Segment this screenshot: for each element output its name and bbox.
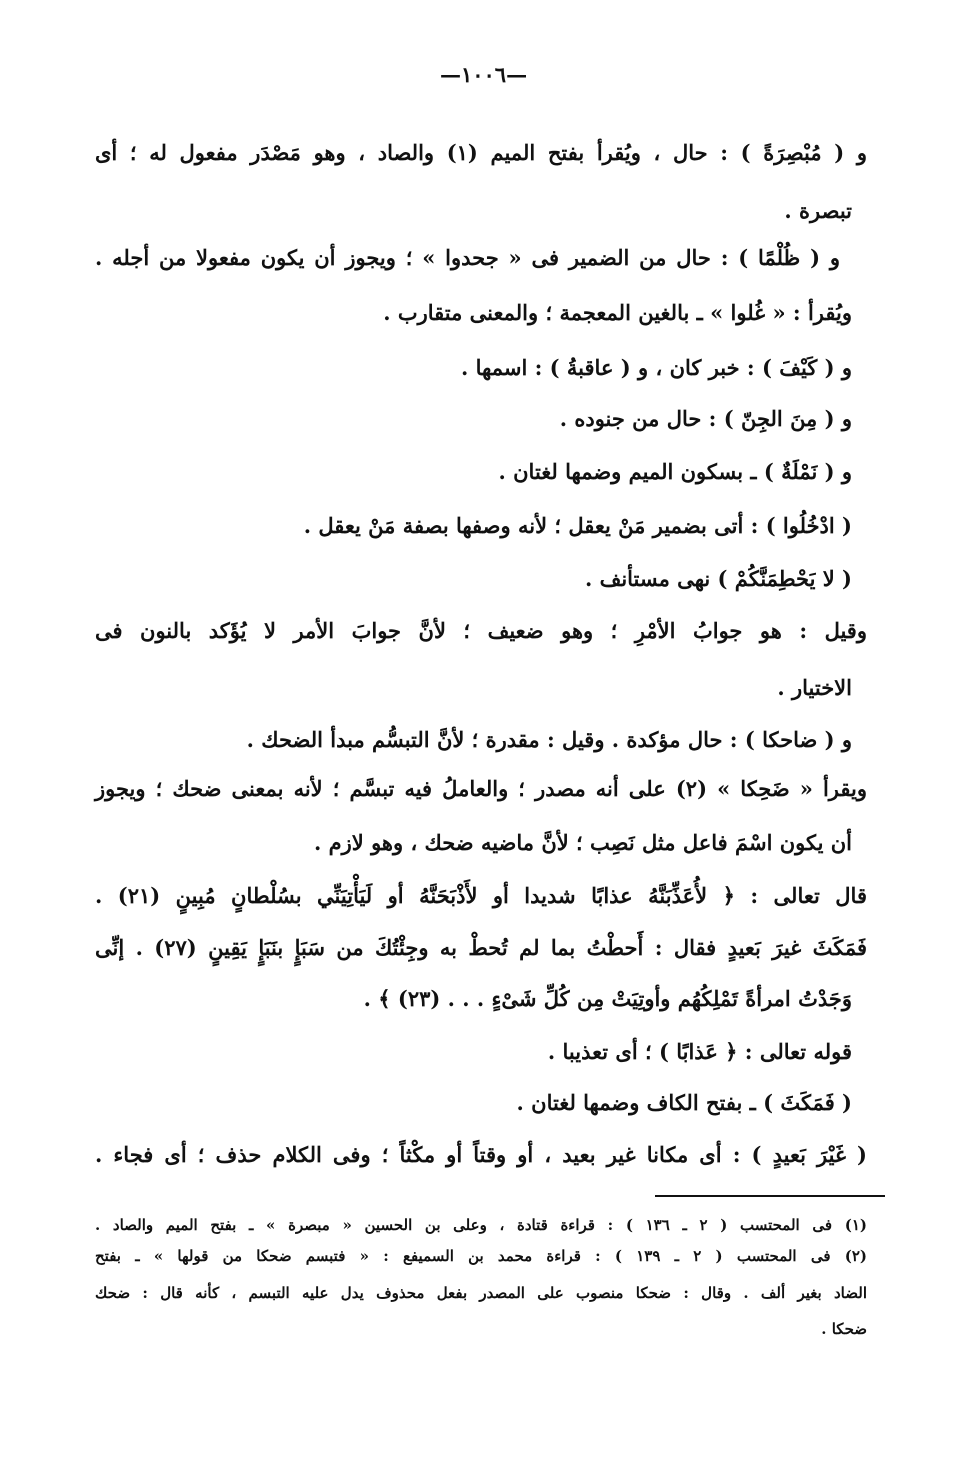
verse-line: وَجَدْتُ امرأةً تَمْلِكُهُم وأوتِيَتْ مِن كُلِّ شَىْءٍ . . . (٢٣) ﴾ . xyxy=(363,986,852,1011)
footnote: (١) فى المحتسب ( ٢ ـ ١٣٦ ) : قراءة قتادة ، وعلى بن الحسين « مبصرة » ـ بفتح الميم والصاد . xyxy=(95,1216,867,1234)
text-line: ( فَمَكَثَ ) ـ بفتح الكاف وضمها لغتان . xyxy=(516,1090,852,1115)
page-number: —١٠٠٦— xyxy=(439,62,528,87)
text-line: قوله تعالى : ﴿ عَذابًا ) ؛ أى تعذيبا . xyxy=(547,1039,852,1064)
footnote: الضاد بغير ألف . وقال : ضحكا منصوب على المصدر بفعل محذوف يدل عليه التبسم ، كأنه قال : ضحك xyxy=(95,1284,867,1302)
text-line: ويقرأ « ضَحِكا » (٢) على أنه مصدر ؛ والعاملُ فيه تبسَّم ؛ لأنه بمعنى ضحك ؛ ويجوز xyxy=(95,776,867,801)
text-line: أن يكون اسْمَ فاعل مثل نَصِب ؛ لأنَّ ماضيه ضحك ، وهو لازم . xyxy=(314,830,852,855)
footnote: ضحكا . xyxy=(821,1320,867,1338)
verse-line: فَمَكَثَ غيرَ بَعيدٍ فقال : أَحطْتُ بما لم تُحطْ به وجِئْتُكَ من سَبَإٍ بنَبَإٍ يَقِينٍ (٢٧) . إنِّى xyxy=(95,935,868,960)
text-line: ويُقرأ : « غُلوا » ـ بالغين المعجمة ؛ والمعنى متقارب . xyxy=(383,300,852,325)
text-line: تبصرة . xyxy=(784,198,852,223)
text-line: الاختيار . xyxy=(777,675,852,700)
text-line: ( غَيْرَ بَعيدٍ ) : أى مكانا غير بعيد ، أو وقتاً أو مكْثاً ؛ وفى الكلام حذف ؛ أى فجاء . xyxy=(95,1142,867,1167)
text-line: وقيل : هو جوابُ الأمْرِ ؛ وهو ضعيف ؛ لأنَّ جوابَ الأمر لا يُؤَكد بالنون فى xyxy=(95,618,867,643)
text-line: و ( ظُلْمًا ) : حال من الضمير فى « جحدوا » ؛ ويجوز أن يكون مفعولا من أجله . xyxy=(95,245,840,270)
text-line: و ( مُبْصِرَةً ) : حال ، ويُقرأ بفتح الميم (١) والصاد ، وهو مَصْدَر مفعول له ؛ أى xyxy=(95,140,867,165)
footnote-separator xyxy=(655,1195,885,1197)
text-line: و ( مِنَ الجِنّ ) : حال من جنوده . xyxy=(559,406,852,431)
text-line: ( لا يَحْطِمَنَّكُمْ ) نهى مستأنف . xyxy=(584,566,852,591)
verse-line: قال تعالى : ﴿ لأُعَذِّبَنَّهُ عذابًا شديدا أو لأَذْبَحَنَّهُ أو لَيَأْتِيَنِّي بسُلْطانٍ مُبِينٍ (٢١) . xyxy=(95,883,867,908)
text-line: و ( ضاحكا ) : حال مؤكدة . وقيل : مقدرة ؛ لأنَّ التبسُّم مبدأ الضحك . xyxy=(246,727,852,752)
footnote: (٢) فى المحتسب ( ٢ ـ ١٣٩ ) : قراءة محمد بن السميفع : « فتبسم ضحكا من قولها » ـ بفتح xyxy=(95,1247,867,1265)
text-line: و ( نَمْلَةٌ ) ـ بسكون الميم وضمها لغتان . xyxy=(498,459,852,484)
text-line: ( ادْخُلُوا ) : أتى بضمير مَنْ يعقل ؛ لأنه وصفها بصفة مَنْ يعقل . xyxy=(303,513,852,538)
text-line: و ( كَيْفَ ) : خبر كان ، و ( عاقبةُ ) : اسمها . xyxy=(461,355,852,380)
